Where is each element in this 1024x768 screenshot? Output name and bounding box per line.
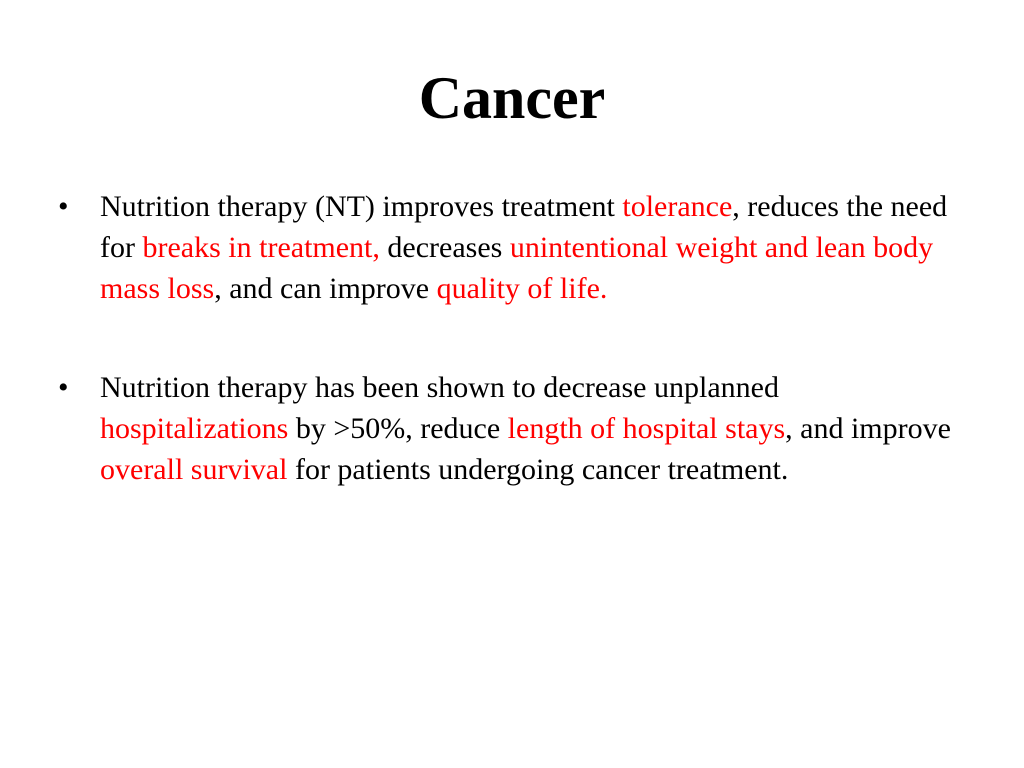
text-segment: , reduces the need for xyxy=(100,190,948,264)
text-segment: , and improve xyxy=(785,412,951,445)
bullet-list xyxy=(58,186,958,548)
bullet-point-icon: • xyxy=(58,371,69,404)
bullet-item xyxy=(58,367,958,490)
slide-title: Cancer xyxy=(418,65,606,131)
text-segment: by >50%, reduce xyxy=(288,412,508,445)
highlighted-text: quality of life. xyxy=(436,272,608,305)
bullet-text xyxy=(100,190,947,305)
text-segment: , and can improve xyxy=(214,272,437,305)
bullet-item xyxy=(58,186,958,309)
text-segment: for patients undergoing cancer treatment. xyxy=(287,453,789,486)
highlighted-text: breaks in treatment, xyxy=(142,231,380,264)
text-segment: Nutrition therapy (NT) improves treatment xyxy=(100,190,623,223)
text-segment: Nutrition therapy has been shown to decrease unplanned xyxy=(100,371,779,404)
highlighted-text: length of hospital stays xyxy=(507,412,786,445)
highlighted-text: overall survival xyxy=(100,453,288,486)
highlighted-text: unintentional weight and lean body mass loss xyxy=(100,231,934,305)
text-segment: decreases xyxy=(379,231,510,264)
highlighted-text: hospitalizations xyxy=(100,412,289,445)
bullet-point-icon: • xyxy=(58,190,69,223)
highlighted-text: tolerance xyxy=(622,190,733,223)
bullet-text xyxy=(100,371,951,486)
